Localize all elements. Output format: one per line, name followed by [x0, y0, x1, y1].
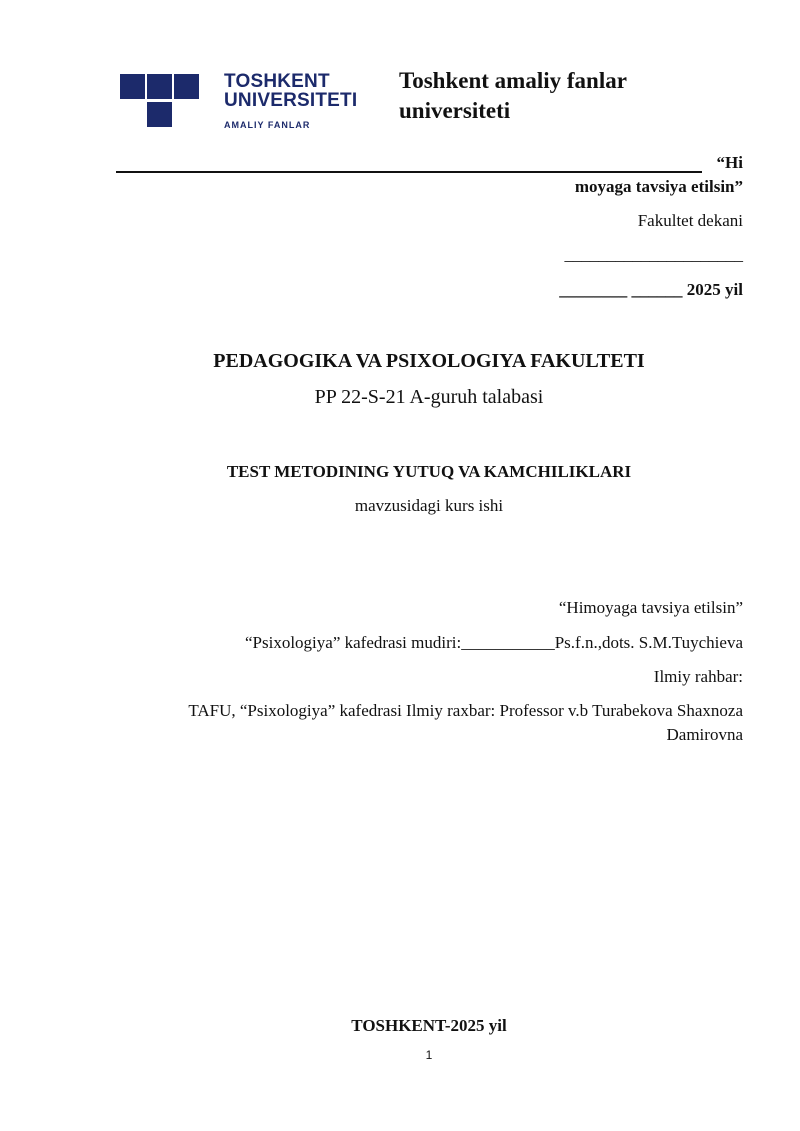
defense-recommendation: “Himoyaga tavsiya etilsin” [558, 598, 743, 617]
logo-text-line1: TOSHKENT [224, 71, 330, 92]
topic-title: TEST METODINING YUTUQ VA KAMCHILIKLARI [226, 462, 632, 481]
topic-subtitle: mavzusidagi kurs ishi [354, 496, 504, 515]
logo-mark [120, 72, 200, 130]
advisor-line2: Damirovna [666, 725, 743, 744]
group-line: PP 22-S-21 A-guruh talabasi [314, 386, 544, 408]
approval-line2: moyaga tavsiya etilsin” [574, 177, 743, 196]
dean-signature-blank: _____________________ [564, 245, 743, 264]
logo-text-line2: UNIVERSITETI [224, 90, 358, 111]
page-number: 1 [425, 1048, 433, 1062]
advisor-line1: TAFU, “Psixologiya” kafedrasi Ilmiy raxbar: Professor v.b Turabekova Shaxnoza [188, 701, 743, 720]
faculty-title: PEDAGOGIKA VA PSIXOLOGIYA FAKULTETI [213, 350, 645, 372]
university-logo [120, 71, 358, 134]
approval-date-line: ________ ______ 2025 yil [559, 280, 743, 299]
dean-label: Fakultet dekani [637, 211, 743, 230]
university-title: Toshkent amaliy fanlar universiteti [399, 68, 627, 123]
header-rule [116, 171, 702, 173]
advisor-label: Ilmiy rahbar: [653, 667, 743, 686]
logo-text-line3: AMALIY FANLAR [224, 120, 311, 130]
department-head-line: “Psixologiya” kafedrasi mudiri:___________Ps.f.n.,dots. S.M.Tuychieva [244, 633, 743, 652]
footer-city-year: TOSHKENT-2025 yil [351, 1016, 507, 1035]
approval-line1: “Hi [716, 153, 743, 172]
